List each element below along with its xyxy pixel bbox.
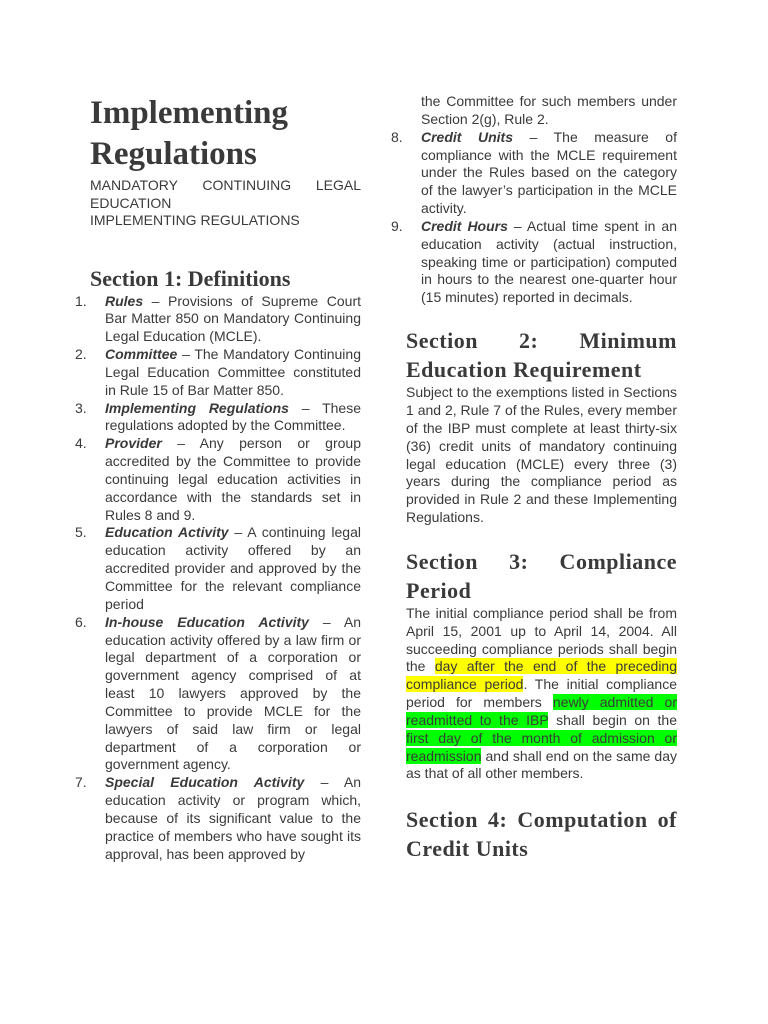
list-number: 8. [391,128,403,145]
section-4-heading: Section 4: Computation of Credit Units [406,807,677,862]
definition-term: Special Education Activity [105,774,305,791]
left-column [75,0,362,864]
definitions-list [75,292,362,864]
list-item [391,217,677,307]
section-3-heading: Section 3: Compliance Period [406,548,677,603]
title-line-1: Implementing [90,95,288,131]
document-title [90,0,361,175]
title-line-2: Regulations [90,136,257,172]
definition-continuation: the Committee for such members under Section 2(g), Rule 2. [421,93,677,127]
list-item [75,613,361,775]
list-number: 4. [75,435,87,452]
list-item [75,774,362,863]
section-3-body [406,605,677,783]
section-3-text-b: . The initial compliance period for members [406,676,677,711]
subtitle-line-2: IMPLEMENTING REGULATIONS [90,212,300,228]
definition-term: Provider [105,435,162,452]
section-3-text-a: The initial compliance period shall be from April 15, 2001 up to April 14, 2004. All succeeding compliance periods shall begin the [406,604,677,675]
section-3-text-d: and shall end on the same day as that of all other members. [406,747,677,782]
highlight-yellow: day after the end of the preceding compliance period [406,658,677,693]
section-1-heading: Section 1: Definitions [90,265,291,291]
definition-text: – Actual time spent in an education activity (actual instruction, speaking time or participation) computed in hours to the nearest one-quarter hour (15 minutes) reported in decimals. [421,217,677,306]
definition-term: Implementing Regulations [105,399,289,416]
list-number: 5. [75,524,87,541]
list-item [75,435,361,524]
list-item [391,128,677,218]
definition-term: In-house Education Activity [105,613,309,630]
definition-text: – The Mandatory Continuing Legal Education Committee constituted in Rule 15 of Bar Matter 850. [105,346,361,398]
right-column [391,93,678,863]
definition-text: – These regulations adopted by the Committee. [105,399,361,434]
definition-text: – Any person or group accredited by the Committee to provide continuing legal education activities in accordance with the standards set in Rules 8 and 9. [105,435,361,523]
definition-text: – Provisions of Supreme Court Bar Matter 850 on Mandatory Continuing Legal Education (MCLE). [105,292,361,345]
definition-text: – The measure of compliance with the MCLE requirement under the Rules based on the category of the lawyer’s participation in the MCLE activity. [421,128,677,217]
section-3-text-c: shall begin on the [548,711,678,728]
subtitle-line-1: MANDATORY CONTINUING LEGAL EDUCATION [90,177,361,211]
highlight-green-newly-admitted: newly admitted or readmitted to the IBP [406,694,677,728]
list-number: 9. [391,217,403,234]
definition-term: Rules [105,292,144,309]
definition-term: Education Activity [105,524,229,541]
definition-text: – An education activity offered by a law firm or legal department of a corporation or government agency comprised of at least 10 lawyers approved by the Committee to provide MCLE for the lawyers of said law firm or legal department of a corporation or government agency. [105,613,361,773]
list-item [75,524,361,613]
list-item [75,399,361,436]
list-number: 6. [75,613,87,630]
list-item [75,292,361,347]
list-number: 1. [75,292,87,309]
list-number: 2. [75,346,87,363]
list-number: 7. [75,774,87,791]
section-2-body: Subject to the exemptions listed in Sections 1 and 2, Rule 7 of the Rules, every member of the IBP must complete at least thirty-six (36) credit units of mandatory continuing legal education (MCLE) every three (3) years during the compliance period as provided in Rule 2 and these Implementing Regulations. [406,384,677,526]
document-subtitle [90,177,361,230]
list-item [75,346,361,400]
definition-text: – A continuing legal education activity offered by an accredited provider and approved by the Committee for the relevant compliance period [105,524,361,612]
definitions-list-continued [391,128,677,307]
definition-term: Credit Hours [421,217,508,234]
definition-term: Credit Units [421,128,513,145]
list-number: 3. [75,399,87,416]
definition-text: – An education activity or program which, because of its significant value to the practice of members who have sought its approval, has been approved by [105,774,362,862]
highlight-green-first-day: first day of the month of admission or readmission [406,729,677,764]
section-2-heading: Section 2: Minimum Education Requirement [406,328,677,383]
definition-term: Committee [105,346,178,363]
